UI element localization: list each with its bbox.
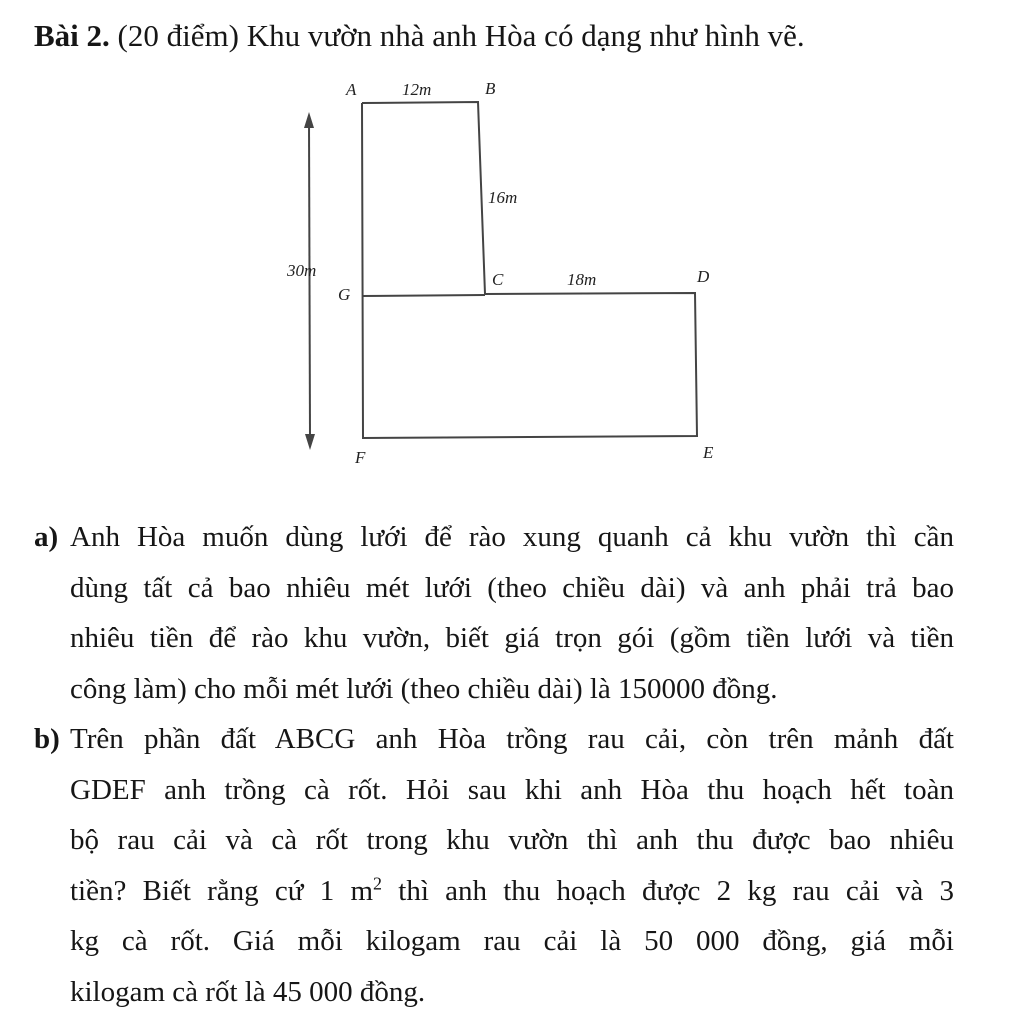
question-a-text — [34, 512, 954, 714]
question-b-line-2: GDEF anh trồng cà rốt. Hỏi sau khi anh Hòa thu hoạch hết toàn — [70, 773, 954, 806]
dim-ab: 12m — [402, 80, 432, 99]
label-c: C — [492, 270, 504, 289]
question-a — [34, 512, 954, 714]
label-g: G — [338, 285, 351, 304]
problem-points: (20 điểm) — [117, 18, 239, 53]
question-b-text — [34, 714, 954, 1017]
question-b-line-4 — [70, 866, 954, 917]
label-f: F — [355, 448, 366, 467]
label-a: A — [346, 80, 357, 99]
question-b-line-3: bộ rau cải và cà rốt trong khu vườn thì anh thu được bao nhiêu — [70, 824, 954, 856]
problem-label: Bài 2. — [34, 18, 110, 53]
question-b-line-5: kg cà rốt. Giá mỗi kilogam rau cải là 50 000 đồng, giá mỗi — [70, 925, 954, 957]
dim-bc: 16m — [488, 188, 518, 207]
dim-cd: 18m — [567, 270, 597, 289]
height-arrow-line — [309, 122, 310, 438]
label-e: E — [703, 443, 714, 462]
dim-height: 30m — [287, 261, 317, 280]
question-a-tag: a) — [34, 521, 59, 553]
question-b-line-1: Trên phần đất ABCG anh Hòa trồng rau cải, còn trên mảnh đất — [70, 723, 954, 755]
garden-figure — [0, 0, 1024, 500]
question-a-line-4: công làm) cho mỗi mét lưới (theo chiều dài) là 150000 đồng. — [70, 672, 778, 705]
height-arrow-top — [304, 112, 314, 128]
square-meter-exponent: 2 — [373, 872, 383, 893]
garden-outline — [362, 102, 697, 438]
question-b — [34, 714, 954, 1017]
question-a-line-3: nhiêu tiền để rào khu vườn, biết giá trọn gói (gồm tiền lưới và tiền — [70, 622, 954, 654]
height-arrow-bottom — [305, 434, 315, 450]
question-b-tag: b) — [34, 723, 60, 755]
question-a-line-2: dùng tất cả bao nhiêu mét lưới (theo chiều dài) và anh phải trả bao — [70, 571, 954, 604]
problem-statement: Khu vườn nhà anh Hòa có dạng như hình vẽ. — [246, 18, 805, 53]
label-d: D — [697, 267, 710, 286]
label-b: B — [485, 79, 496, 98]
question-a-line-1: Anh Hòa muốn dùng lưới để rào xung quanh cả khu vườn thì cần — [70, 521, 954, 553]
question-b-line-4-before: tiền? Biết rằng cứ 1 m — [70, 874, 374, 907]
divider-gc — [362, 295, 485, 296]
question-b-line-6: kilogam cà rốt là 45 000 đồng. — [70, 975, 426, 1008]
question-b-line-4-after: thì anh thu hoạch được 2 kg rau cải và 3 — [382, 874, 954, 907]
